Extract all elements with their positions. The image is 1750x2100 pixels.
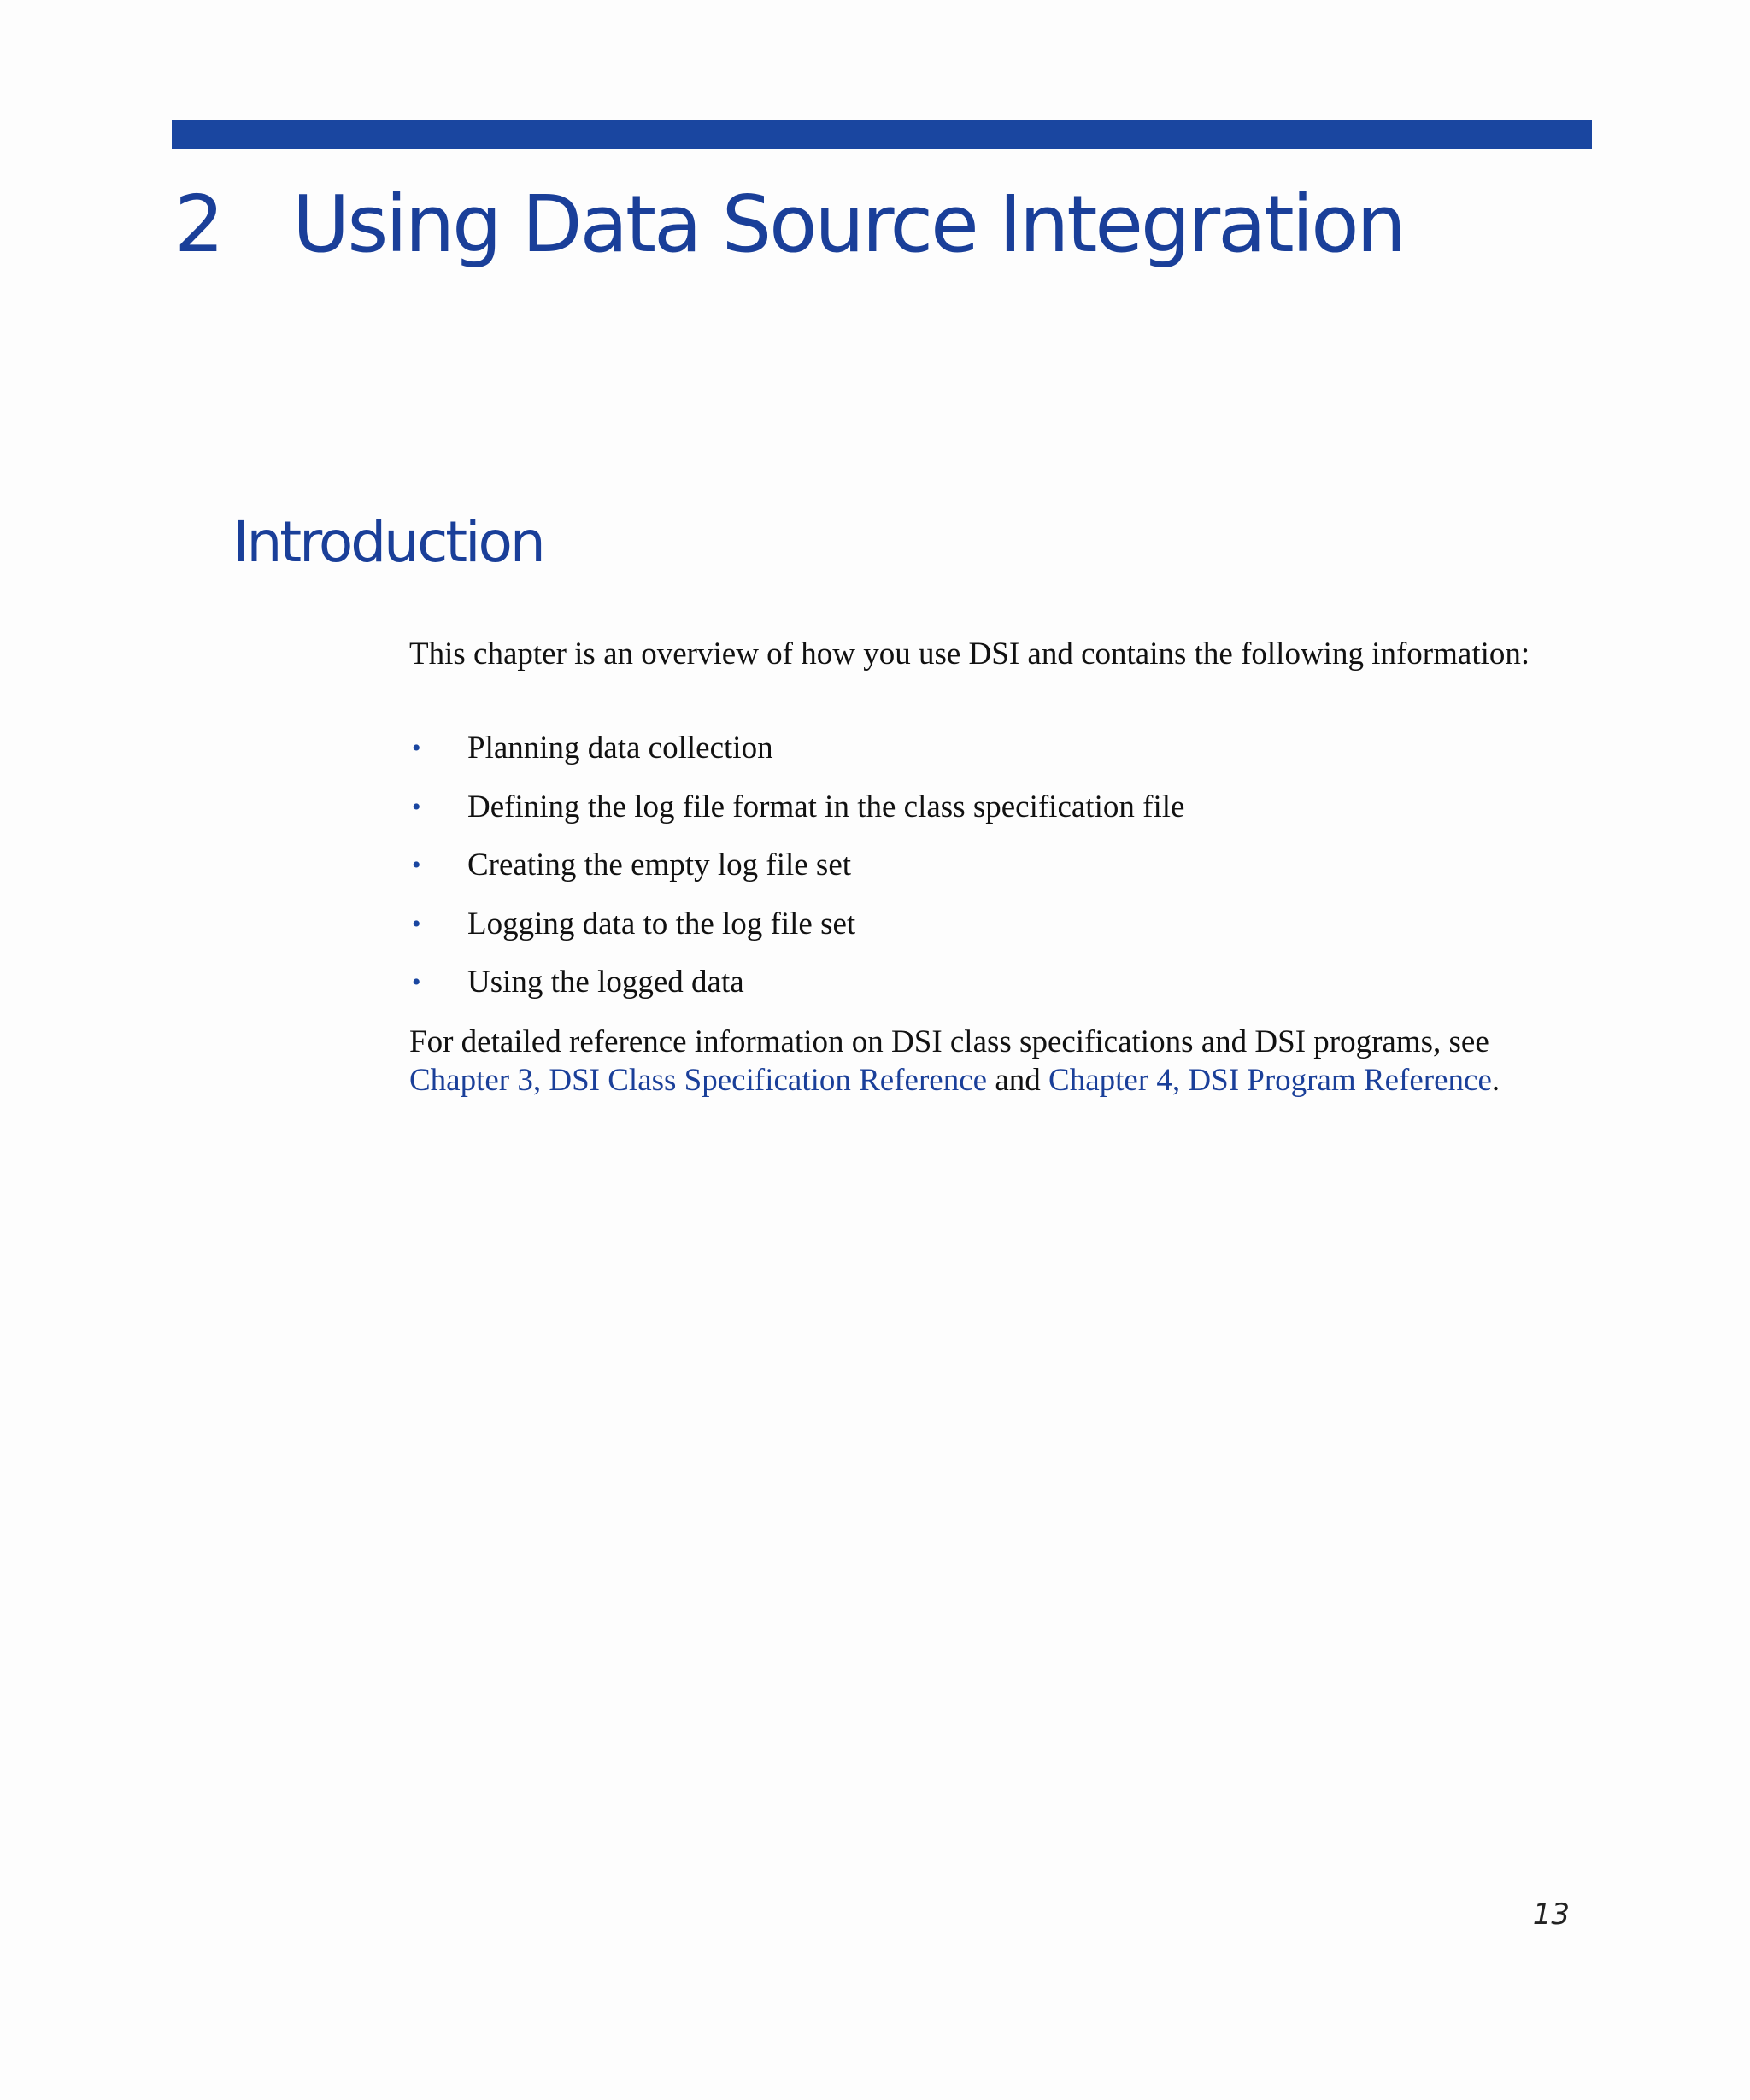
bullet-icon: •: [412, 734, 421, 762]
reference-text-lead: For detailed reference information on DSI class specifications and DSI programs, see: [409, 1024, 1489, 1059]
chapter-title-text: Using Data Source Integration: [292, 179, 1404, 270]
list-item: [409, 729, 1554, 788]
list-item-text: Planning data collection: [467, 730, 773, 766]
list-item-text: Using the logged data: [467, 965, 744, 1000]
bullet-icon: •: [412, 909, 421, 938]
reference-text-join: and: [987, 1063, 1049, 1098]
chapter-4-link[interactable]: Chapter 4, DSI Program Reference: [1048, 1063, 1492, 1098]
list-item: [409, 788, 1554, 847]
intro-paragraph: This chapter is an overview of how you use DSI and contains the following information:: [409, 636, 1530, 672]
chapter-number: 2: [174, 179, 222, 270]
reference-text-end: .: [1491, 1063, 1500, 1098]
chapter-rule-bar: [172, 120, 1592, 149]
list-item: [409, 963, 1554, 1022]
bullet-icon: •: [412, 851, 421, 879]
list-item-text: Defining the log file format in the class specification file: [467, 789, 1185, 824]
chapter-3-link[interactable]: Chapter 3, DSI Class Specification Reference: [409, 1063, 988, 1098]
bullet-icon: •: [412, 792, 421, 821]
page-number: 13: [1532, 1898, 1570, 1932]
reference-paragraph: [409, 1023, 1554, 1100]
list-item: [409, 846, 1554, 905]
section-title: Introduction: [232, 509, 543, 575]
bullet-icon: •: [412, 968, 421, 996]
topic-list: [409, 729, 1554, 1022]
chapter-title: [174, 169, 1404, 280]
list-item-text: Logging data to the log file set: [467, 906, 856, 941]
list-item-text: Creating the empty log file set: [467, 848, 852, 883]
list-item: [409, 905, 1554, 964]
